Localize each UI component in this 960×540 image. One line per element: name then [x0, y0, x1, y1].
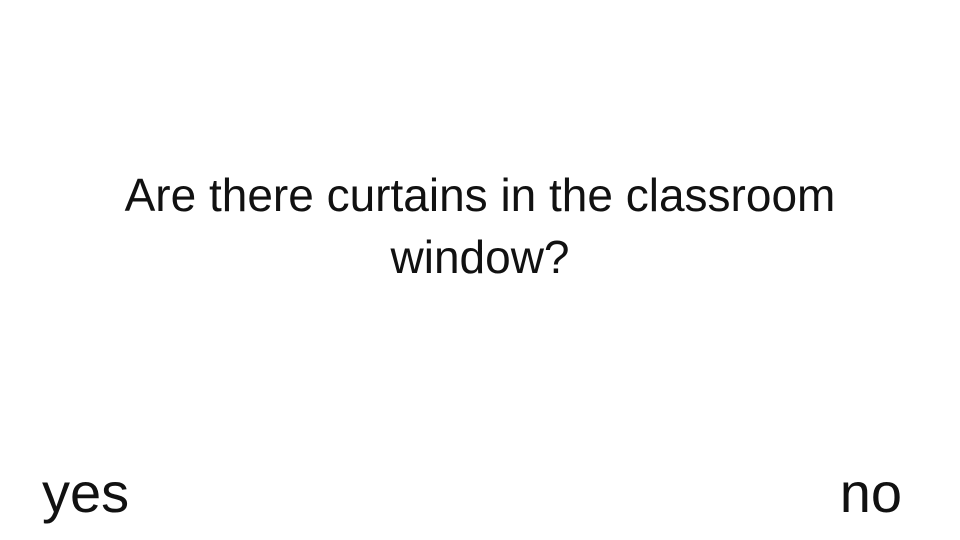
question-text: Are there curtains in the classroom window? [124, 169, 836, 283]
yes-answer-button[interactable]: yes [42, 461, 130, 524]
no-answer-button[interactable]: no [839, 461, 902, 524]
